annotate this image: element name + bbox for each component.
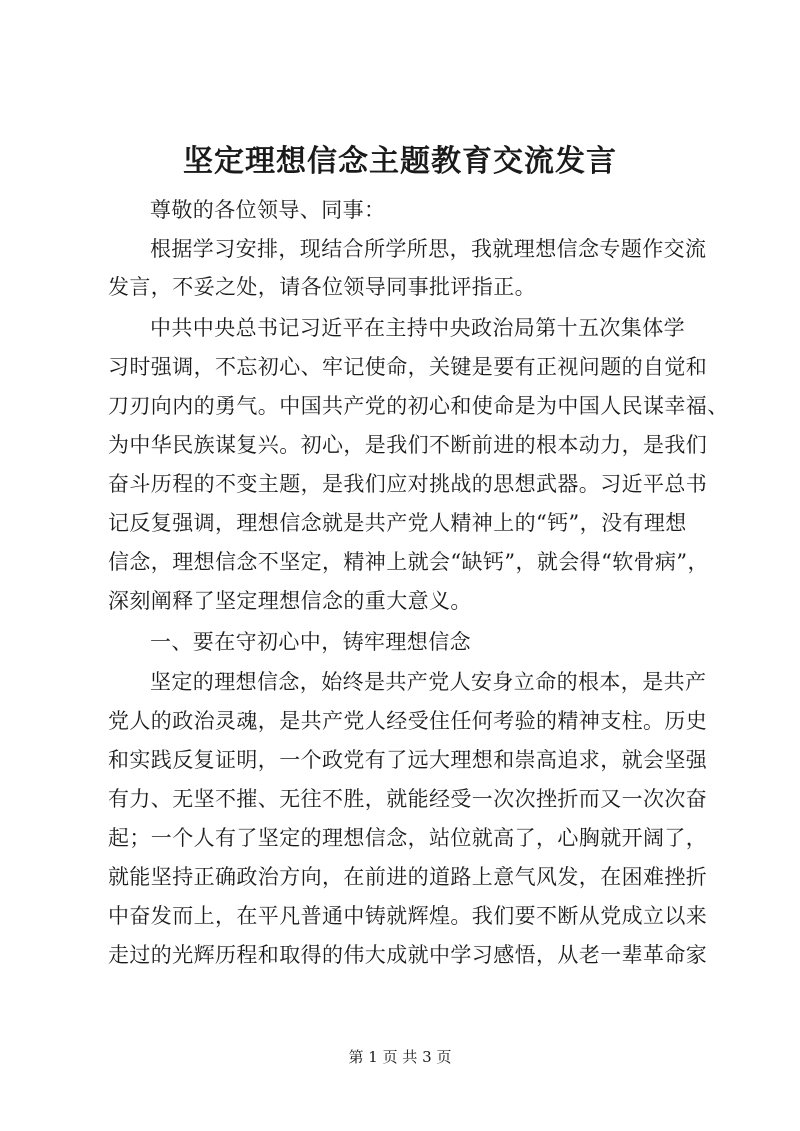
paragraph-line: 中共中央总书记习近平在主持中央政治局第十五次集体学 xyxy=(150,316,685,340)
paragraph-line: 党人的政治灵魂，是共产党人经受住任何考验的精神支柱。历史 xyxy=(108,709,708,733)
paragraph-line: 深刻阐释了坚定理想信念的重大意义。 xyxy=(108,589,472,613)
paragraph-line: 信念，理想信念不坚定，精神上就会“缺钙”，就会得“软骨病”， xyxy=(108,550,709,574)
paragraph-line: 为中华民族谋复兴。初心，是我们不断前进的根本动力，是我们 xyxy=(108,433,708,457)
document-title: 坚定理想信念主题教育交流发言 xyxy=(183,144,617,179)
paragraph-line: 习时强调，不忘初心、牢记使命，关键是要有正视问题的自觉和 xyxy=(108,355,708,379)
paragraph-line: 记反复强调，理想信念就是共产党人精神上的“钙”，没有理想 xyxy=(108,511,687,535)
paragraph-line: 奋斗历程的不变主题，是我们应对挑战的思想武器。习近平总书 xyxy=(108,472,708,496)
paragraph-line: 中奋发而上，在平凡普通中铸就辉煌。我们要不断从党成立以来 xyxy=(108,904,708,928)
paragraph-line: 走过的光辉历程和取得的伟大成就中学习感悟，从老一辈革命家 xyxy=(108,943,708,967)
page-footer: 第 1 页 共 3 页 xyxy=(348,1048,452,1066)
paragraph-line: 发言，不妥之处，请各位领导同事批评指正。 xyxy=(108,275,536,299)
paragraph-line: 坚定的理想信念，始终是共产党人安身立命的根本，是共产 xyxy=(150,670,707,694)
paragraph-line: 就能坚持正确政治方向，在前进的道路上意气风发，在困难挫折 xyxy=(108,865,708,889)
salutation-line: 尊敬的各位领导、同事： xyxy=(150,198,386,222)
paragraph-line: 和实践反复证明，一个政党有了远大理想和崇高追求，就会坚强 xyxy=(108,748,708,772)
paragraph-line: 起；一个人有了坚定的理想信念，站位就高了，心胸就开阔了， xyxy=(108,826,708,850)
paragraph-line: 有力、无坚不摧、无往不胜，就能经受一次次挫折而又一次次奋 xyxy=(108,787,708,811)
paragraph-line: 根据学习安排，现结合所学所思，我就理想信念专题作交流 xyxy=(150,237,707,261)
paragraph-line: 刀刃向内的勇气。中国共产党的初心和使命是为中国人民谋幸福、 xyxy=(108,394,729,418)
section-heading: 一、要在守初心中，铸牢理想信念 xyxy=(150,630,471,654)
